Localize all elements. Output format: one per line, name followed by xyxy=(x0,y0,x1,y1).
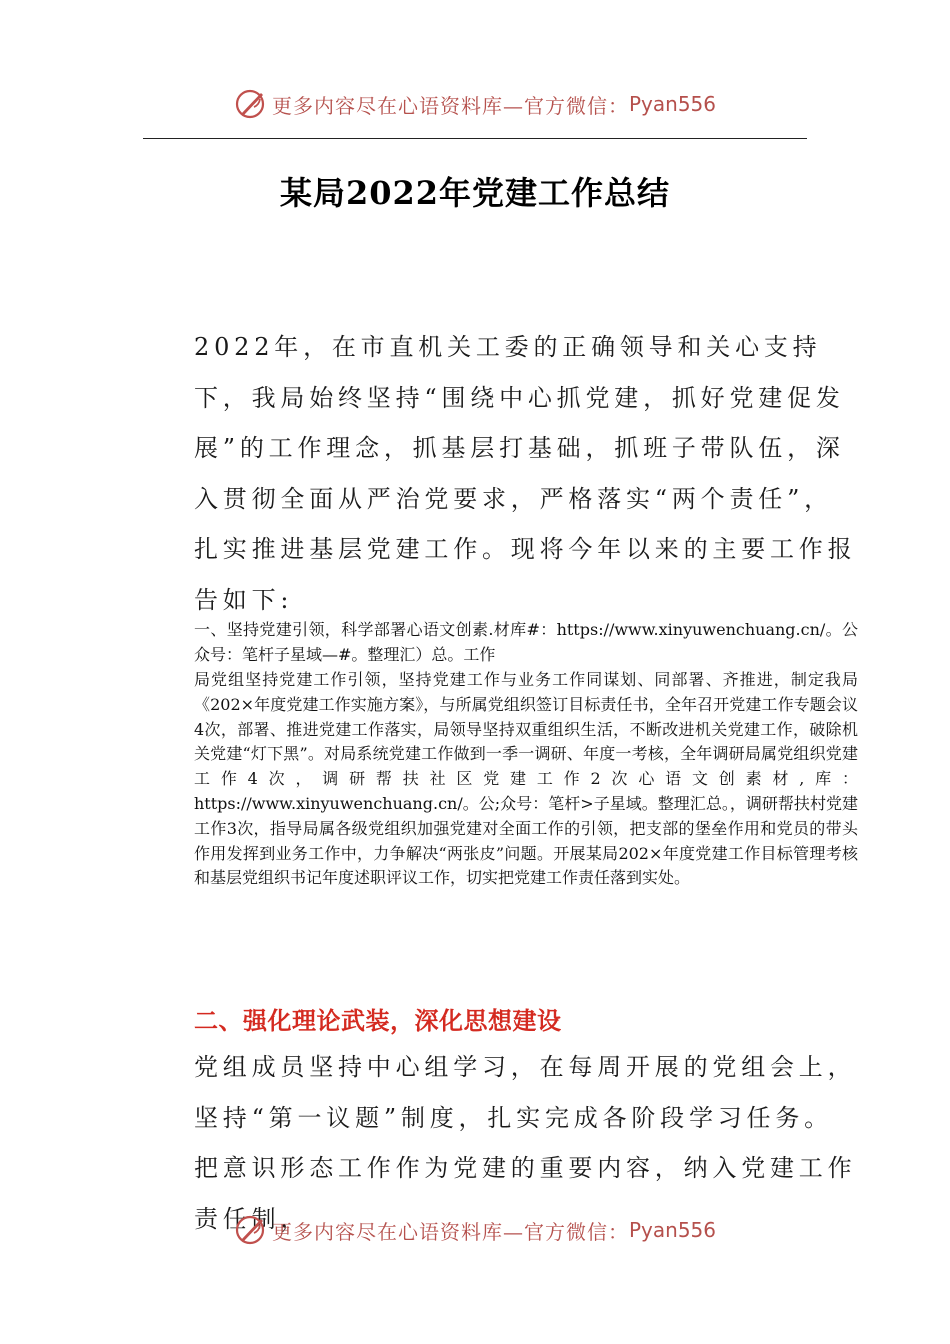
watermark-wechat-id: Pyan556 xyxy=(628,92,716,116)
watermark-wechat-id: Pyan556 xyxy=(628,1218,716,1242)
document-title: 某局2022年党建工作总结 xyxy=(279,174,671,212)
watermark-text: 更多内容尽在心语资料库—官方微信： xyxy=(271,93,629,118)
intro-paragraph: 2022年，在市直机关工委的正确领导和关心支持下，我局始终坚持“围绕中心抓党建，抓好党建促发展”的工作理念，抓基层打基础，抓班子带队伍，深入贯彻全面从严治党要求，严格落实“两个责任”，扎实推进基层党建工作。现将今年以来的主要工作报告如下: xyxy=(194,333,857,614)
header-watermark xyxy=(0,84,950,124)
quill-logo-icon xyxy=(234,87,268,121)
watermark-text: 更多内容尽在心语资料库—官方微信： xyxy=(271,1219,629,1244)
quill-logo-icon xyxy=(234,1213,268,1247)
section1-heading-line: 一、坚持党建引领，科学部署心语文创素.材库#：https://www.xinyuwenchuang.cn/。公众号：笔杆子星域—#。整理汇）总。工作 xyxy=(194,620,858,664)
header-rule xyxy=(143,138,807,139)
section1-body: 局党组坚持党建工作引领，坚持党建工作与业务工作同谋划、同部署、齐推进，制定我局《202×年度党建工作实施方案》，与所属党组织签订目标责任书，全年召开党建工作专题会议4次，部署、推进党建工作落实，局领导坚持双重组织生活，不断改进机关党建工作，破除机关党建“灯下黑”。对局系统党建工作做到一季一调研、年度一考核，全年调研局属党组织党建工作4次，调研帮扶社区党建工作2次心语文创素材,库：https://www.xinyuwenchuang.cn/。公;众号：笔杆>子星域。整理汇总。，调研帮扶村党建工作3次，指导局属各级党组织加强党建对全面工作的引领，把支部的堡垒作用和党员的带头作用发挥到业务工作中，力争解决“两张皮”问题。开展某局202×年度党建工作目标管理考核和基层党组织书记年度述职评议工作，切实把党建工作责任落到实处。 xyxy=(194,670,858,888)
footer-watermark xyxy=(0,1210,950,1250)
section2-heading: 二、强化理论武装，深化思想建设 xyxy=(194,1007,562,1035)
section2-body: 党组成员坚持中心组学习，在每周开展的党组会上，坚持“第一议题”制度，扎实完成各阶段学习任务。把意识形态工作作为党建的重要内容，纳入党建工作责任制， xyxy=(194,1053,857,1233)
